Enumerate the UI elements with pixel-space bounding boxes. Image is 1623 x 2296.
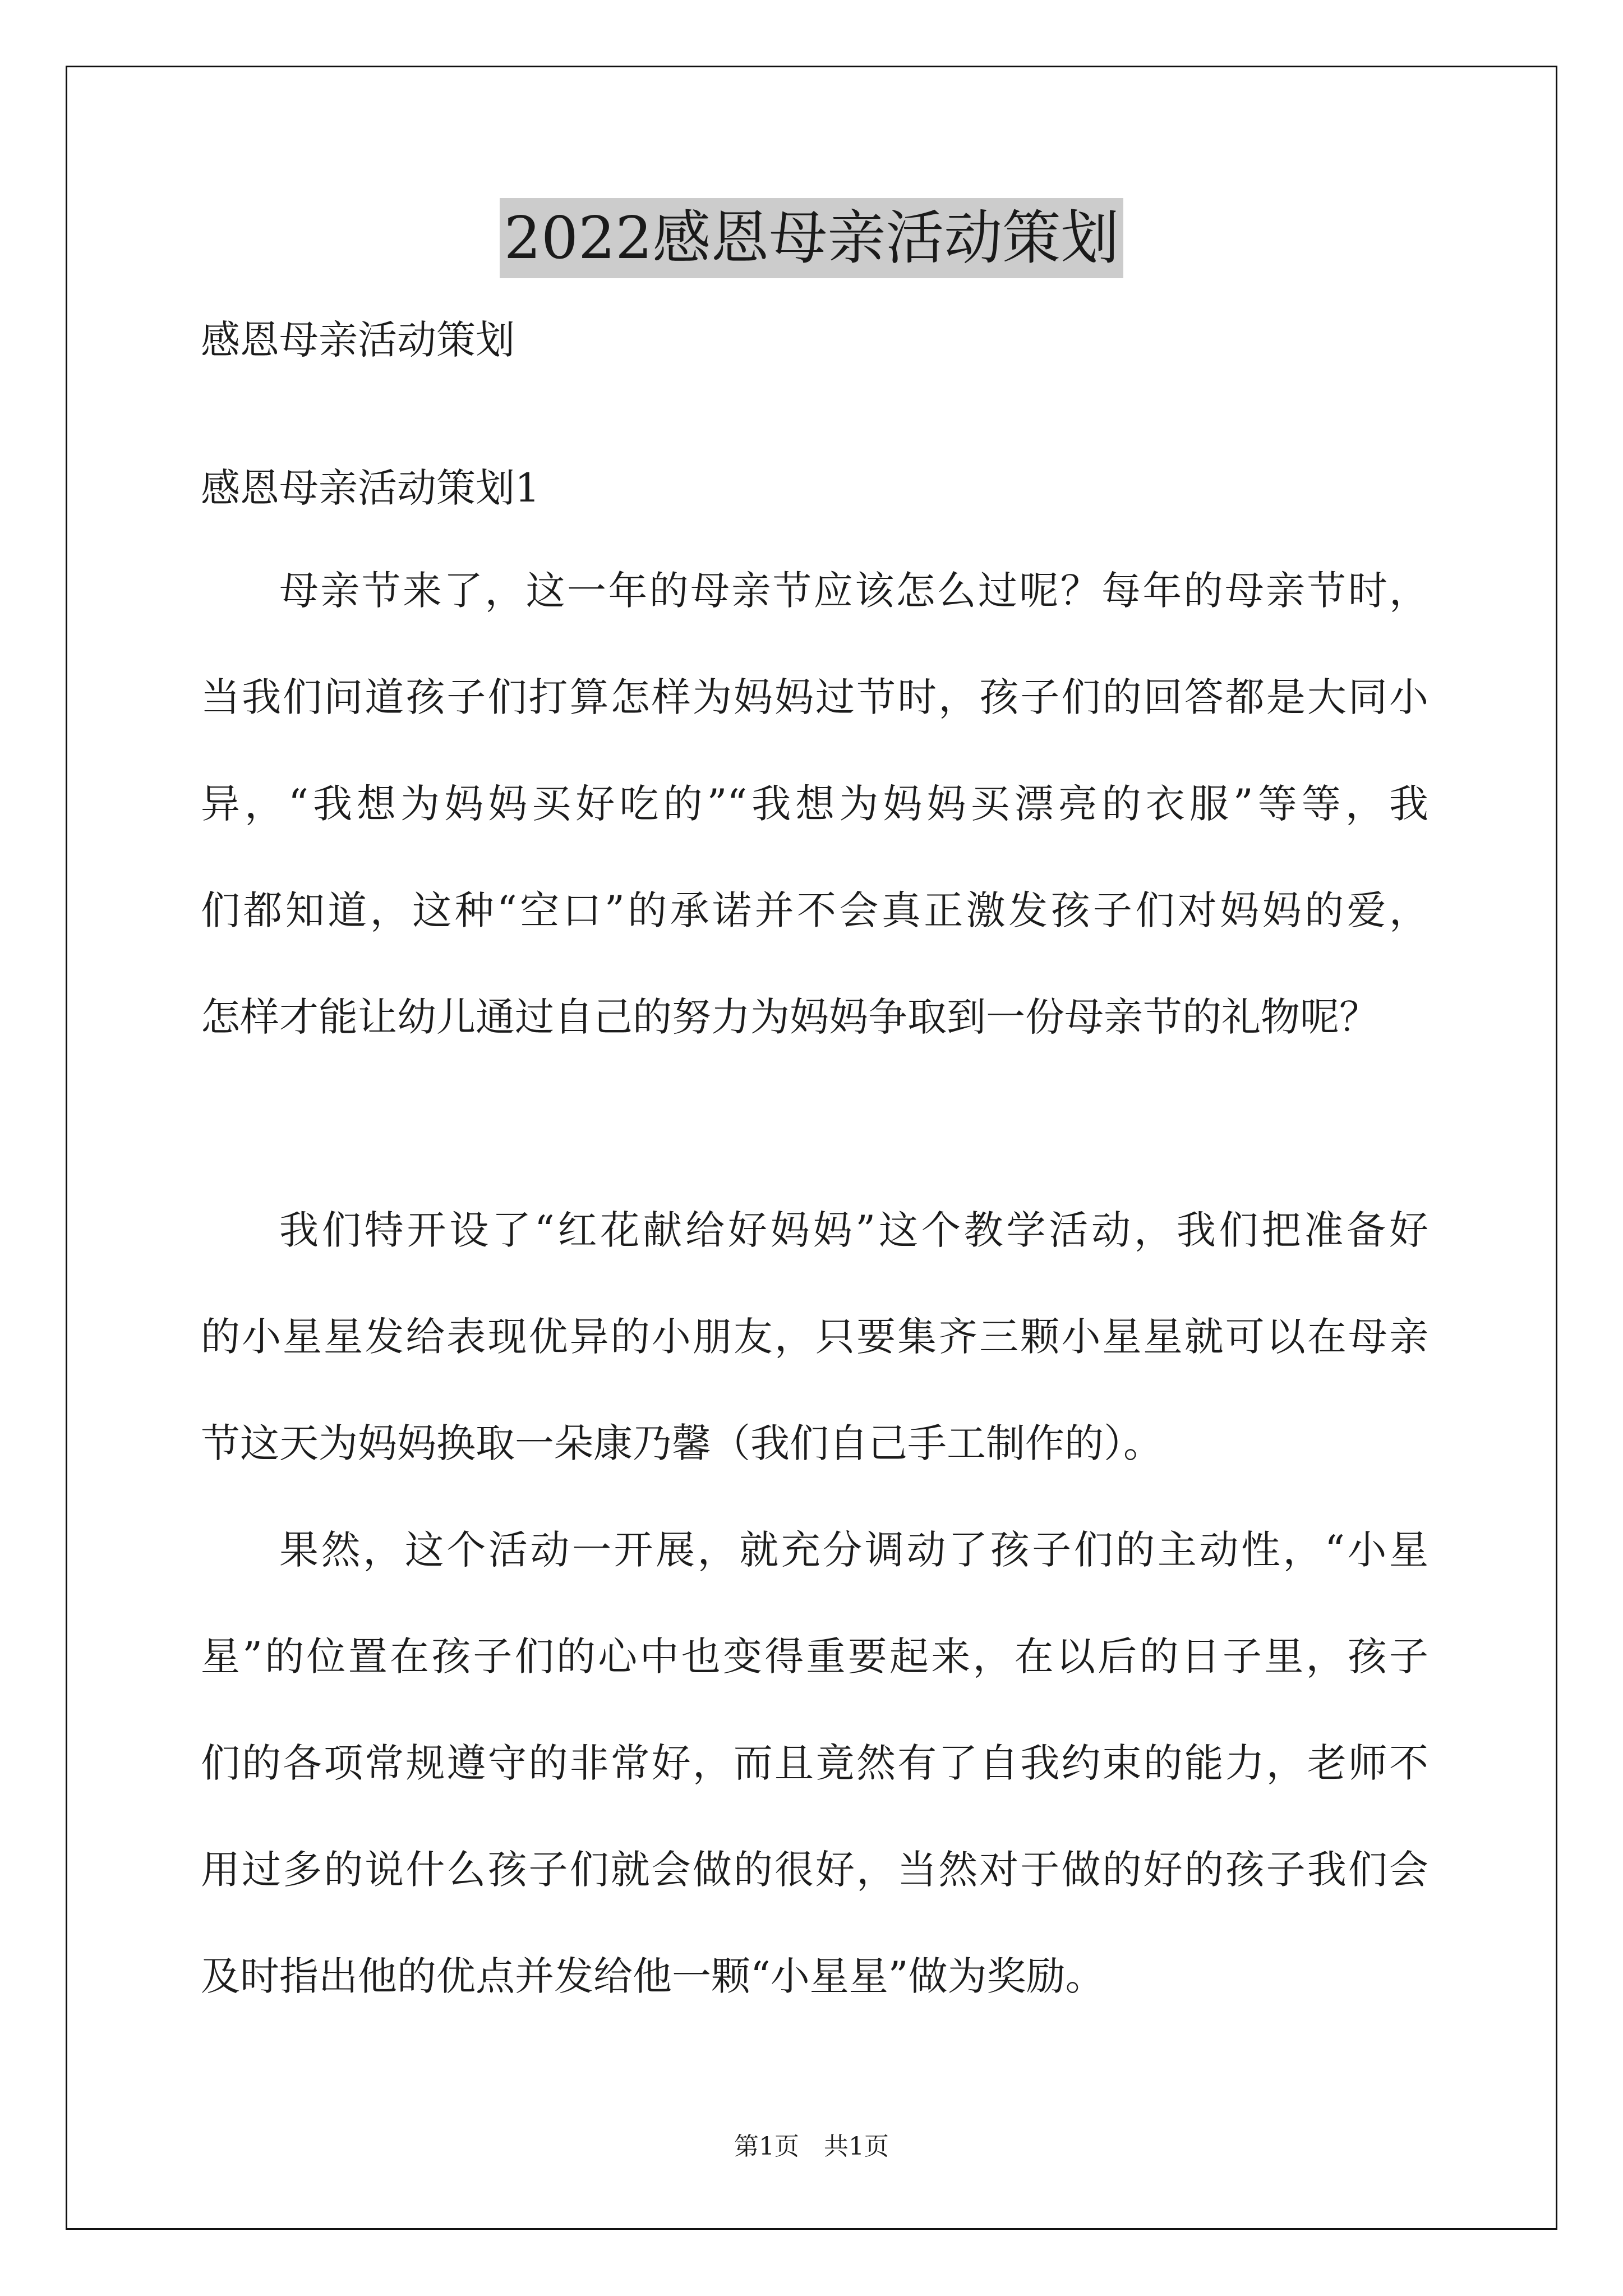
paragraph-line: 的小星星发给表现优异的小朋友，只要集齐三颗小星星就可以在母亲 <box>201 1314 1428 1360</box>
page-footer: 第1页 共1页 <box>734 2132 889 2161</box>
paragraph-3 <box>201 1497 1428 2030</box>
paragraph-line: 母亲节来了，这一年的母亲节应该怎么过呢？每年的母亲节时， <box>279 568 1428 614</box>
paragraph-2 <box>201 1177 1428 1497</box>
subtitle-block <box>201 287 1428 393</box>
paragraph-line: 及时指出他的优点并发给他一颗“小星星”做为奖励。 <box>201 1953 1105 1999</box>
paragraph-1 <box>201 537 1428 1070</box>
paragraph-line: 节这天为妈妈换取一朵康乃馨（我们自己手工制作的）。 <box>201 1420 1163 1466</box>
document-title: 2022感恩母亲活动策划 <box>500 198 1124 278</box>
document-subtitle: 感恩母亲活动策划 <box>201 317 515 363</box>
paragraph-line: 用过多的说什么孩子们就会做的很好，当然对于做的好的孩子我们会 <box>201 1847 1428 1893</box>
section-heading-block <box>201 435 1428 541</box>
paragraph-line: 们的各项常规遵守的非常好，而且竟然有了自我约束的能力，老师不 <box>201 1740 1428 1786</box>
paragraph-line: 果然，这个活动一开展，就充分调动了孩子们的主动性，“小星 <box>279 1527 1428 1573</box>
paragraph-line: 异，“我想为妈妈买好吃的”“我想为妈妈买漂亮的衣服”等等，我 <box>201 781 1428 827</box>
title-row <box>0 198 1623 278</box>
paragraph-line: 当我们问道孩子们打算怎样为妈妈过节时，孩子们的回答都是大同小 <box>201 674 1428 720</box>
paragraph-line: 我们特开设了“红花献给好妈妈”这个教学活动，我们把准备好 <box>279 1207 1428 1253</box>
paragraph-line: 怎样才能让幼儿通过自己的努力为妈妈争取到一份母亲节的礼物呢？ <box>201 994 1378 1040</box>
paragraph-line: 们都知道，这种“空口”的承诺并不会真正激发孩子们对妈妈的爱， <box>201 887 1428 933</box>
paragraph-line: 星”的位置在孩子们的心中也变得重要起来，在以后的日子里，孩子 <box>201 1634 1428 1680</box>
section-heading: 感恩母亲活动策划1 <box>201 465 540 511</box>
